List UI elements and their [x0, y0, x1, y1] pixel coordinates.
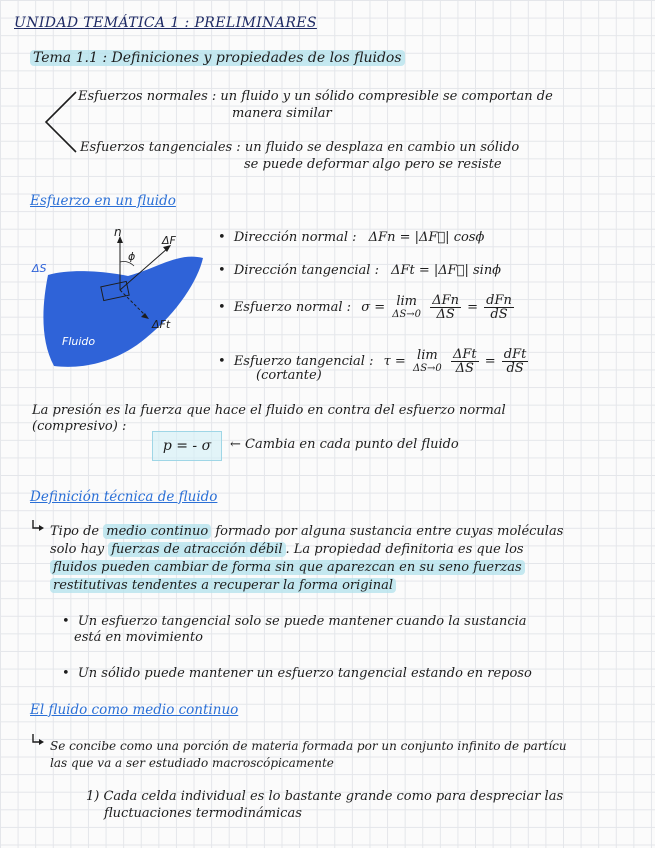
normal-stress-formula-label: Esfuerzo normal : [233, 300, 352, 315]
tangential-direction-item [218, 263, 501, 279]
definition-text: solo hay [50, 542, 105, 557]
lim-text: lim [417, 347, 438, 363]
fluid-label: Fluido [62, 335, 96, 348]
definition-highlight: medio continuo [103, 524, 211, 539]
fraction-dFt-dS [451, 348, 479, 375]
fraction-dFt-dS-diff [502, 348, 529, 375]
normal-stress-item [218, 294, 516, 321]
phi-label: ϕ [128, 250, 136, 263]
topic-title [30, 50, 405, 66]
dF-label: ΔF [162, 234, 176, 247]
curved-arrow-icon [30, 732, 46, 748]
definition-highlight: restitutivas tendentes a recuperar la forma original [50, 578, 396, 593]
definition-line-4 [50, 578, 396, 594]
normal-direction-formula: ΔFn = |ΔF⃗| cosϕ [368, 230, 485, 245]
curved-arrow-icon [30, 518, 46, 534]
definition-line-3 [50, 560, 525, 576]
equals-sign: = [467, 300, 479, 315]
pressure-formula: p = - σ [162, 438, 212, 454]
definition-bullet-1-cont: está en movimiento [74, 630, 203, 645]
limit-normal [392, 295, 421, 321]
tangential-stress-formula-label: Esfuerzo tangencial : [233, 354, 374, 369]
definition-highlight: fuerzas de atracción débil [108, 542, 285, 557]
n-label: n [114, 225, 122, 239]
definition-bullet-1 [62, 614, 527, 630]
fraction-dFn-dS-diff [484, 294, 514, 321]
fraction-denominator: dS [490, 307, 508, 322]
definition-bullet-2 [62, 666, 532, 682]
pressure-line-2: (compresivo) : [32, 419, 127, 434]
section-stress-title: Esfuerzo en un fluido [30, 193, 176, 209]
definition-line-2 [50, 542, 524, 558]
sigma-symbol: σ = [361, 300, 386, 315]
fraction-numerator: ΔFt [452, 347, 477, 362]
normal-stress-text-2: manera similar [232, 106, 332, 121]
fraction-denominator: dS [506, 361, 524, 376]
normal-direction-label: Dirección normal : [233, 230, 357, 245]
tangential-stress-label: Esfuerzos tangenciales : [80, 140, 241, 155]
equals-sign: = [484, 354, 496, 369]
bullet-text: Un esfuerzo tangencial solo se puede mantener cuando la sustancia [77, 614, 527, 629]
lim-sub: ΔS→0 [392, 308, 422, 320]
continuum-line-2: las que va a ser estudiado macroscópicamente [50, 756, 334, 770]
tangential-stress-text-2: se puede deformar algo pero se resiste [244, 157, 502, 172]
fraction-dFn-dS [430, 294, 461, 321]
definition-highlight: fluidos pueden cambiar de forma sin que aparezcan en su seno fuerzas [50, 560, 525, 575]
tangential-stress-text-1: un fluido se desplaza en cambio un sólido [244, 140, 520, 155]
unit-title: UNIDAD TEMÁTICA 1 : PRELIMINARES [14, 15, 317, 31]
bracket-icon [40, 88, 80, 158]
tangential-stress-line-1 [80, 140, 519, 156]
tangential-direction-formula: ΔFt = |ΔF⃗| sinϕ [391, 263, 502, 278]
pressure-line-1: La presión es la fuerza que hace el fluido en contra del esfuerzo normal [32, 403, 506, 418]
ds-label: ΔS [32, 262, 47, 275]
fraction-denominator: ΔS [436, 307, 455, 322]
definition-text: . La propiedad definitoria es que los [285, 542, 524, 557]
normal-direction-item [218, 230, 484, 246]
normal-stress-label: Esfuerzos normales : [78, 89, 217, 104]
tau-symbol: τ = [383, 354, 406, 369]
definition-line-1 [50, 524, 563, 540]
normal-stress-text-1: un fluido y un sólido compresible se comportan de [220, 89, 553, 104]
tangential-direction-label: Dirección tangencial : [233, 263, 379, 278]
lim-text: lim [396, 293, 417, 309]
limit-tangential [413, 349, 442, 375]
section-continuum-title: El fluido como medio continuo [30, 702, 239, 718]
fluid-shape [43, 257, 203, 367]
fraction-numerator: dFt [503, 347, 527, 362]
fraction-numerator: dFn [486, 293, 512, 308]
topic-title-text: Tema 1.1 : Definiciones y propiedades de los fluidos [30, 50, 405, 66]
bullet-text: Un sólido puede mantener un esfuerzo tangencial estando en reposo [77, 666, 532, 681]
continuum-line-1: Se concibe como una porción de materia formada por un conjunto infinito de partícu [50, 739, 567, 753]
continuum-item-1: 1) Cada celda individual es lo bastante grande como para despreciar las [86, 789, 564, 804]
lim-sub: ΔS→0 [412, 362, 442, 374]
tangential-stress-note: (cortante) [256, 368, 322, 383]
fraction-denominator: ΔS [455, 361, 474, 376]
section-definition-title: Definición técnica de fluido [30, 489, 218, 505]
definition-text: formado por alguna sustancia entre cuyas moléculas [215, 524, 564, 539]
fraction-numerator: ΔFn [432, 293, 459, 308]
pressure-formula-box [152, 431, 222, 461]
continuum-item-1-cont: fluctuaciones termodinámicas [104, 806, 302, 821]
dFt-label: ΔFt [152, 318, 171, 331]
pressure-note: ← Cambia en cada punto del fluido [230, 437, 459, 452]
normal-stress-line-1 [78, 89, 553, 105]
definition-text: Tipo de [50, 524, 100, 539]
fluid-diagram [28, 220, 218, 380]
